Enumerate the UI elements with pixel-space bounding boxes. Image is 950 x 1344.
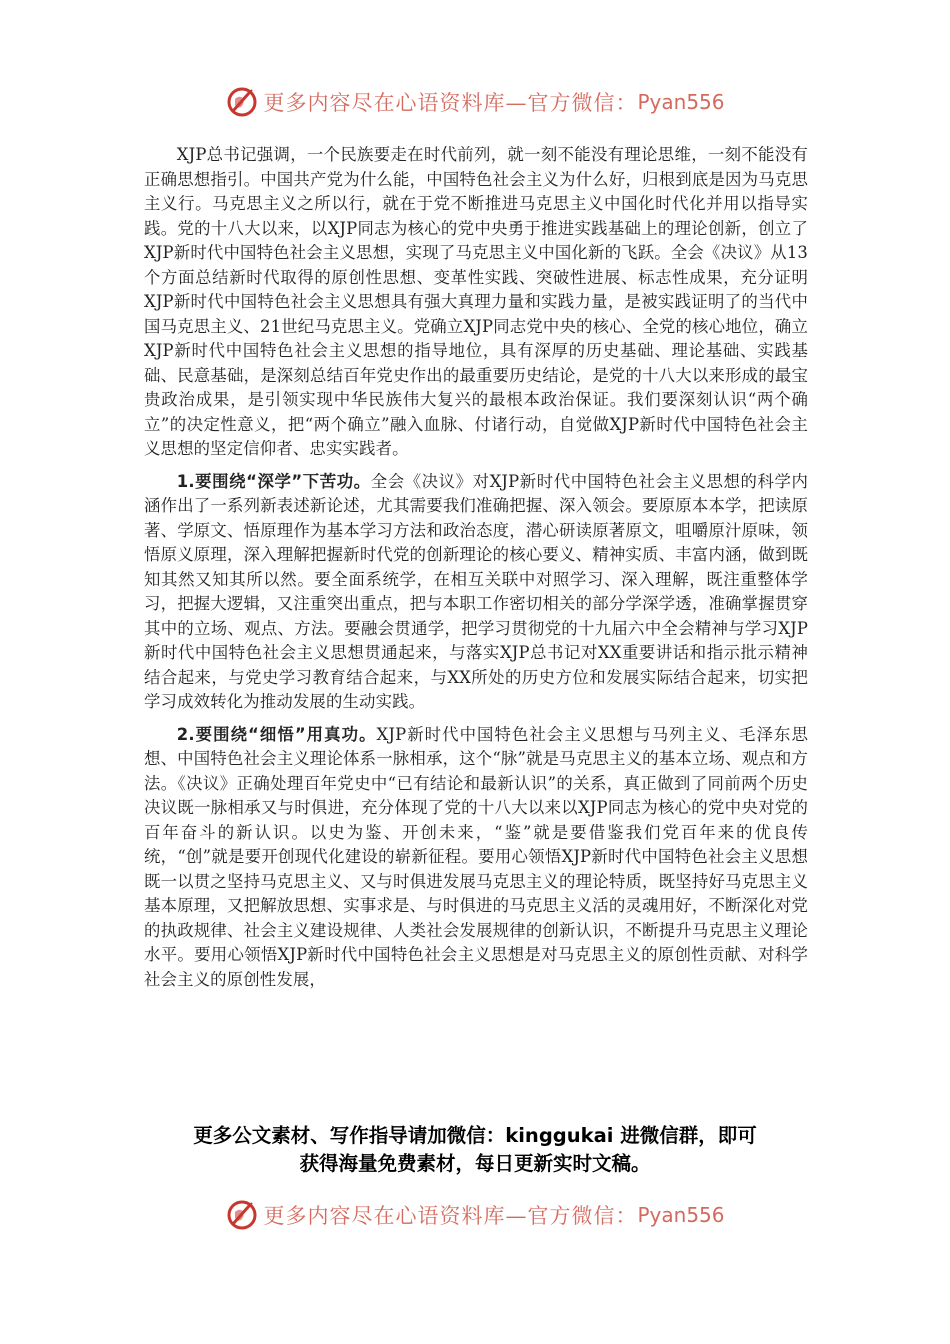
header-banner: [0, 82, 950, 122]
footer-banner-text: 更多内容尽在心语资料库—官方微信：: [263, 1204, 638, 1228]
paragraph-intro: [144, 143, 808, 462]
section-heading: 2.要围绕“细悟”用真功。: [176, 724, 377, 744]
hand-pen-logo-icon: [225, 1198, 259, 1232]
paragraph-section-1: [144, 470, 808, 715]
promo-line-1: 更多公文素材、写作指导请加微信：kinggukai 进微信群，即可: [193, 1124, 757, 1147]
header-wechat-id: Pyan556: [637, 90, 725, 114]
hand-pen-logo-icon: [225, 85, 259, 119]
document-body: [144, 143, 808, 1000]
paragraph-text: XJP总书记强调，一个民族要走在时代前列，就一刻不能没有理论思维，一刻不能没有正确思想指引。中国共产党为什么能，中国特色社会主义为什么好，归根到底是因为马克思主义行。马克思主义之所以行，就在于党不断推进马克思主义中国化时代化并用以指导实践。党的十八大以来，以XJP同志为核心的党中央勇于推进实践基础上的理论创新，创立了XJP新时代中国特色社会主义思想，实现了马克思主义中国化新的飞跃。全会《决议》从13个方面总结新时代取得的原创性思想、变革性实践、突破性进展、标志性成果，充分证明XJP新时代中国特色社会主义思想具有强大真理力量和实践力量，是被实践证明了的当代中国马克思主义、21世纪马克思主义。党确立XJP同志党中央的核心、全党的核心地位，确立XJP新时代中国特色社会主义思想的指导地位，具有深厚的历史基础、理论基础、实践基础、民意基础，是深刻总结百年党史作出的最重要历史结论，是党的十八大以来形成的最宝贵政治成果，是引领实现中华民族伟大复兴的最根本政治保证。我们要深刻认识“两个确立”的决定性意义，把“两个确立”融入血脉、付诸行动，自觉做XJP新时代中国特色社会主义思想的坚定信仰者、忠实实践者。: [144, 145, 808, 458]
section-heading: 1.要围绕“深学”下苦功。: [176, 471, 371, 491]
promo-notice: [100, 1122, 850, 1178]
promo-line-2: 获得海量免费素材，每日更新实时文稿。: [299, 1152, 651, 1175]
paragraph-text: XJP新时代中国特色社会主义思想与马列主义、毛泽东思想、中国特色社会主义理论体系一脉相承，这个“脉”就是马克思主义的基本立场、观点和方法。《决议》正确处理百年党史中“已有结论和最新认识”的关系，真正做到了同前两个历史决议既一脉相承又与时俱进，充分体现了党的十八大以来以XJP同志为核心的党中央对党的百年奋斗的新认识。以史为鉴、开创未来，“鉴”就是要借鉴我们党百年来的优良传统，“创”就是要开创现代化建设的崭新征程。要用心领悟XJP新时代中国特色社会主义思想既一以贯之坚持马克思主义、又与时俱进发展马克思主义的理论特质，既坚持好马克思主义基本原理，又把解放思想、实事求是、与时俱进的马克思主义活的灵魂用好，不断深化对党的执政规律、社会主义建设规律、人类社会发展规律的创新认识，不断提升马克思主义理论水平。要用心领悟XJP新时代中国特色社会主义思想是对马克思主义的原创性贡献、对科学社会主义的原创性发展，: [144, 724, 808, 989]
footer-wechat-id: Pyan556: [637, 1203, 725, 1227]
header-banner-text: 更多内容尽在心语资料库—官方微信：: [263, 91, 638, 115]
footer-banner: [0, 1195, 950, 1235]
paragraph-text: 全会《决议》对XJP新时代中国特色社会主义思想的科学内涵作出了一系列新表述新论述，尤其需要我们准确把握、深入领会。要原原本本学，把读原著、学原文、悟原理作为基本学习方法和政治态度，潜心研读原著原文，咀嚼原汁原味，领悟原义原理，深入理解把握新时代党的创新理论的核心要义、精神实质、丰富内涵，做到既知其然又知其所以然。要全面系统学，在相互关联中对照学习、深入理解，既注重整体学习，把握大逻辑，又注重突出重点，把与本职工作密切相关的部分学深学透，准确掌握贯穿其中的立场、观点、方法。要融会贯通学，把学习贯彻党的十九届六中全会精神与学习XJP新时代中国特色社会主义思想贯通起来，与落实XJP总书记对XX重要讲话和指示批示精神结合起来，与党史学习教育结合起来，与XX所处的历史方位和发展实际结合起来，切实把学习成效转化为推动发展的生动实践。: [144, 471, 808, 711]
paragraph-section-2: [144, 723, 808, 993]
